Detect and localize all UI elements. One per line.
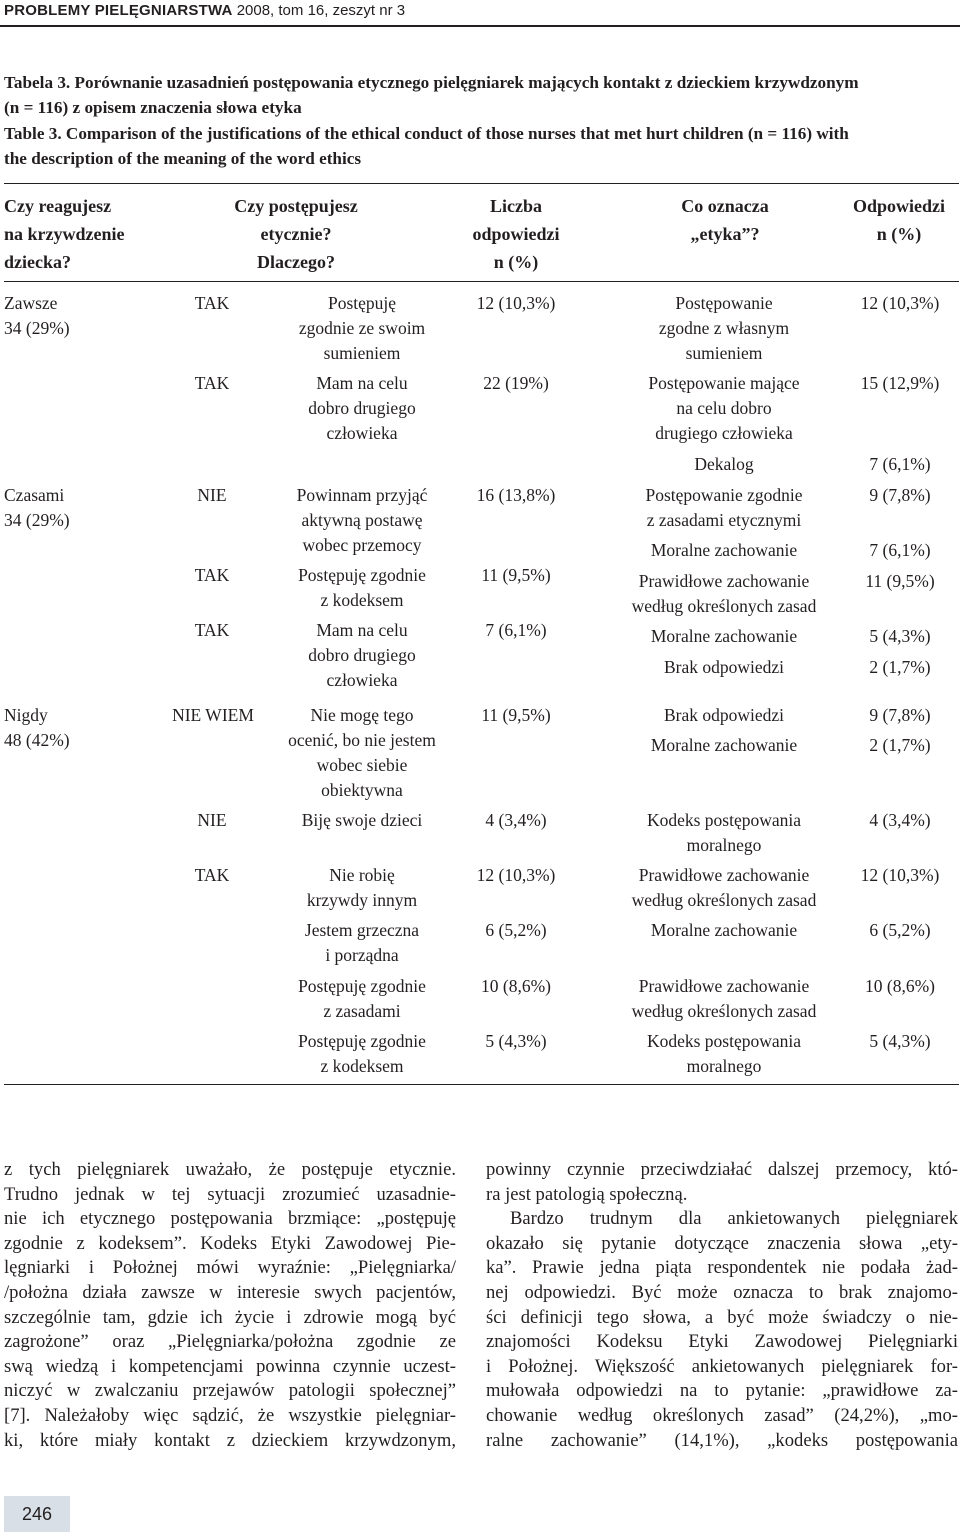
row-count: 4 (3,4%) [485, 810, 547, 830]
row-reason: Postępuję zgodnie z kodeksem [298, 1031, 426, 1076]
table-caption-pl: Tabela 3. Porównanie uzasadnień postępowania etycznego pielęgniarek mających kontakt z dzieckiem krzywdzonym (n = 116) z opisem znaczenia słowa etyka [4, 73, 859, 117]
meaning-count: 6 (5,2%) [869, 920, 931, 940]
group-sometimes: Czasami 34 (29%) [4, 485, 70, 530]
row-count: 12 (10,3%) [476, 293, 556, 313]
meaning-cell: Postępowanie zgodnie z zasadami etycznymi [645, 485, 803, 530]
header-reaction: Czy reagujesz na krzywdzenie dziecka? [4, 196, 125, 272]
header-ethical: Czy postępujesz etycznie? Dlaczego? [234, 196, 358, 272]
meaning-count: 2 (1,7%) [869, 657, 931, 677]
page-number: 246 [4, 1496, 70, 1532]
meaning-cell: Kodeks postępowania moralnego [646, 1031, 802, 1076]
meaning-count: 9 (7,8%) [869, 485, 931, 505]
body-text-right: powinny czynnie przeciwdziałać dalszej przemocy, któ- ra jest patologią społeczną. Bardzo trudnym dla ankietowanych pielęgniarek okazało się pytanie dotyczące znaczenia słowa „ety- ka”. Prawie jedna piąta respondentek nie podała żad- nej odpowiedzi. Być może oznacza to brak znajomo- ści definicji tego słowa, a być może świadczy o nie- znajomości Kodeksu Etyki Zawodowej Pielęgniarki i Położnej. Większość ankietowanych pielęgniarek for- mułowała odpowiedzi na to pytanie: „prawidłowe za- chowanie według określonych zasad” (24,2%), „mo- ralne zachowanie” (14,1%), „kodeks postępowania [486, 1159, 958, 1451]
row-reason: Postępuję zgodnie ze swoim sumieniem [298, 293, 426, 363]
meaning-cell: Prawidłowe zachowanie według określonych zasad [631, 865, 817, 910]
row-count: 16 (13,8%) [476, 485, 556, 505]
row-reason: Mam na celu dobro drugiego człowieka [308, 620, 416, 690]
row-reason: Postępuję zgodnie z zasadami [298, 976, 426, 1021]
meaning-count: 2 (1,7%) [869, 735, 931, 755]
row-yes-no: TAK [194, 620, 230, 640]
meaning-cell: Moralne zachowanie [650, 626, 798, 646]
table-caption-en: Table 3. Comparison of the justifications of the ethical conduct of those nurses that met hurt children (n = 116) with the description of the meaning of the word ethics [4, 124, 849, 168]
journal-header [0, 0, 960, 27]
group-always: Zawsze 34 (29%) [4, 293, 70, 338]
row-reason: Nie robię krzywdy innym [306, 865, 418, 910]
table-header-rule [4, 281, 959, 282]
meaning-cell: Dekalog [694, 454, 754, 474]
row-reason: Postępuję zgodnie z kodeksem [298, 565, 426, 610]
row-yes-no: TAK [194, 565, 230, 585]
table-bottom-rule [4, 1084, 959, 1085]
group-never: Nigdy 48 (42%) [4, 705, 70, 750]
meaning-cell: Postępowanie zgodne z własnym sumieniem [658, 293, 790, 363]
row-yes-no: NIE WIEM [172, 705, 254, 725]
meaning-count: 5 (4,3%) [869, 1031, 931, 1051]
meaning-count: 11 (9,5%) [865, 571, 935, 591]
journal-issue: 2008, tom 16, zeszyt nr 3 [236, 2, 406, 19]
header-answers: Odpowiedzi n (%) [852, 196, 945, 244]
row-reason: Jestem grzeczna i porządna [304, 920, 420, 965]
row-yes-no: TAK [194, 865, 230, 885]
row-count: 11 (9,5%) [481, 565, 551, 585]
meaning-count: 12 (10,3%) [860, 293, 940, 313]
meaning-count: 4 (3,4%) [869, 810, 931, 830]
meaning-count: 15 (12,9%) [860, 373, 940, 393]
row-count: 22 (19%) [483, 373, 549, 393]
row-count: 5 (4,3%) [485, 1031, 547, 1051]
row-yes-no: TAK [194, 373, 230, 393]
journal-title: PROBLEMY PIELĘGNIARSTWA [4, 2, 233, 19]
meaning-count: 12 (10,3%) [860, 865, 940, 885]
row-count: 7 (6,1%) [485, 620, 547, 640]
row-reason: Mam na celu dobro drugiego człowieka [308, 373, 416, 443]
row-count: 10 (8,6%) [481, 976, 551, 996]
meaning-cell: Postępowanie mające na celu dobro drugiego człowieka [648, 373, 800, 443]
meaning-count: 7 (6,1%) [869, 540, 931, 560]
table-top-rule [4, 183, 959, 184]
row-reason: Nie mogę tego ocenić, bo nie jestem wobec siebie obiektywna [288, 705, 436, 800]
meaning-cell: Moralne zachowanie [650, 735, 798, 755]
meaning-cell: Kodeks postępowania moralnego [646, 810, 802, 855]
meaning-count: 10 (8,6%) [865, 976, 935, 996]
row-reason: Powinnam przyjąć aktywną postawę wobec przemocy [296, 485, 428, 555]
row-count: 6 (5,2%) [485, 920, 547, 940]
meaning-count: 9 (7,8%) [869, 705, 931, 725]
row-yes-no: TAK [194, 293, 230, 313]
meaning-cell: Prawidłowe zachowanie według określonych zasad [631, 976, 817, 1021]
body-text-left: z tych pielęgniarek uważało, że postępuje etycznie. Trudno jednak w tej sytuacji zrozumieć uzasadnie- nie ich etycznego postępowania brzmiące: „postępuję zgodnie z kodeksem”. Kodeks Etyki Zawodowej Pie- lęgniarki i Położnej mówi wyraźnie: „Pielęgniarka/ /położna działa zawsze w interesie swych pacjentów, szczególnie tam, gdzie ich życie i zdrowie mogą być zagrożone” oraz „Pielęgniarka/położna zgodnie ze swą wiedzą i kompetencjami powinna czynnie uczest- niczyć w zwalczaniu przejawów patologii społecznej” [7]. Należałoby więc sądzić, że wszystkie pielęgniar- ki, które miały kontakt z dzieckiem krzywdzonym, [4, 1159, 456, 1451]
row-yes-no: NIE [197, 485, 227, 505]
meaning-cell: Brak odpowiedzi [663, 657, 785, 677]
meaning-count: 7 (6,1%) [869, 454, 931, 474]
meaning-cell: Prawidłowe zachowanie według określonych zasad [631, 571, 817, 616]
row-count: 11 (9,5%) [481, 705, 551, 725]
row-reason: Biję swoje dzieci [301, 810, 423, 830]
meaning-cell: Brak odpowiedzi [663, 705, 785, 725]
row-yes-no: NIE [197, 810, 227, 830]
meaning-cell: Moralne zachowanie [650, 920, 798, 940]
header-count: Liczba odpowiedzi n (%) [472, 196, 560, 272]
meaning-count: 5 (4,3%) [869, 626, 931, 646]
meaning-cell: Moralne zachowanie [650, 540, 798, 560]
header-meaning: Co oznacza „etyka”? [681, 196, 769, 244]
row-count: 12 (10,3%) [476, 865, 556, 885]
